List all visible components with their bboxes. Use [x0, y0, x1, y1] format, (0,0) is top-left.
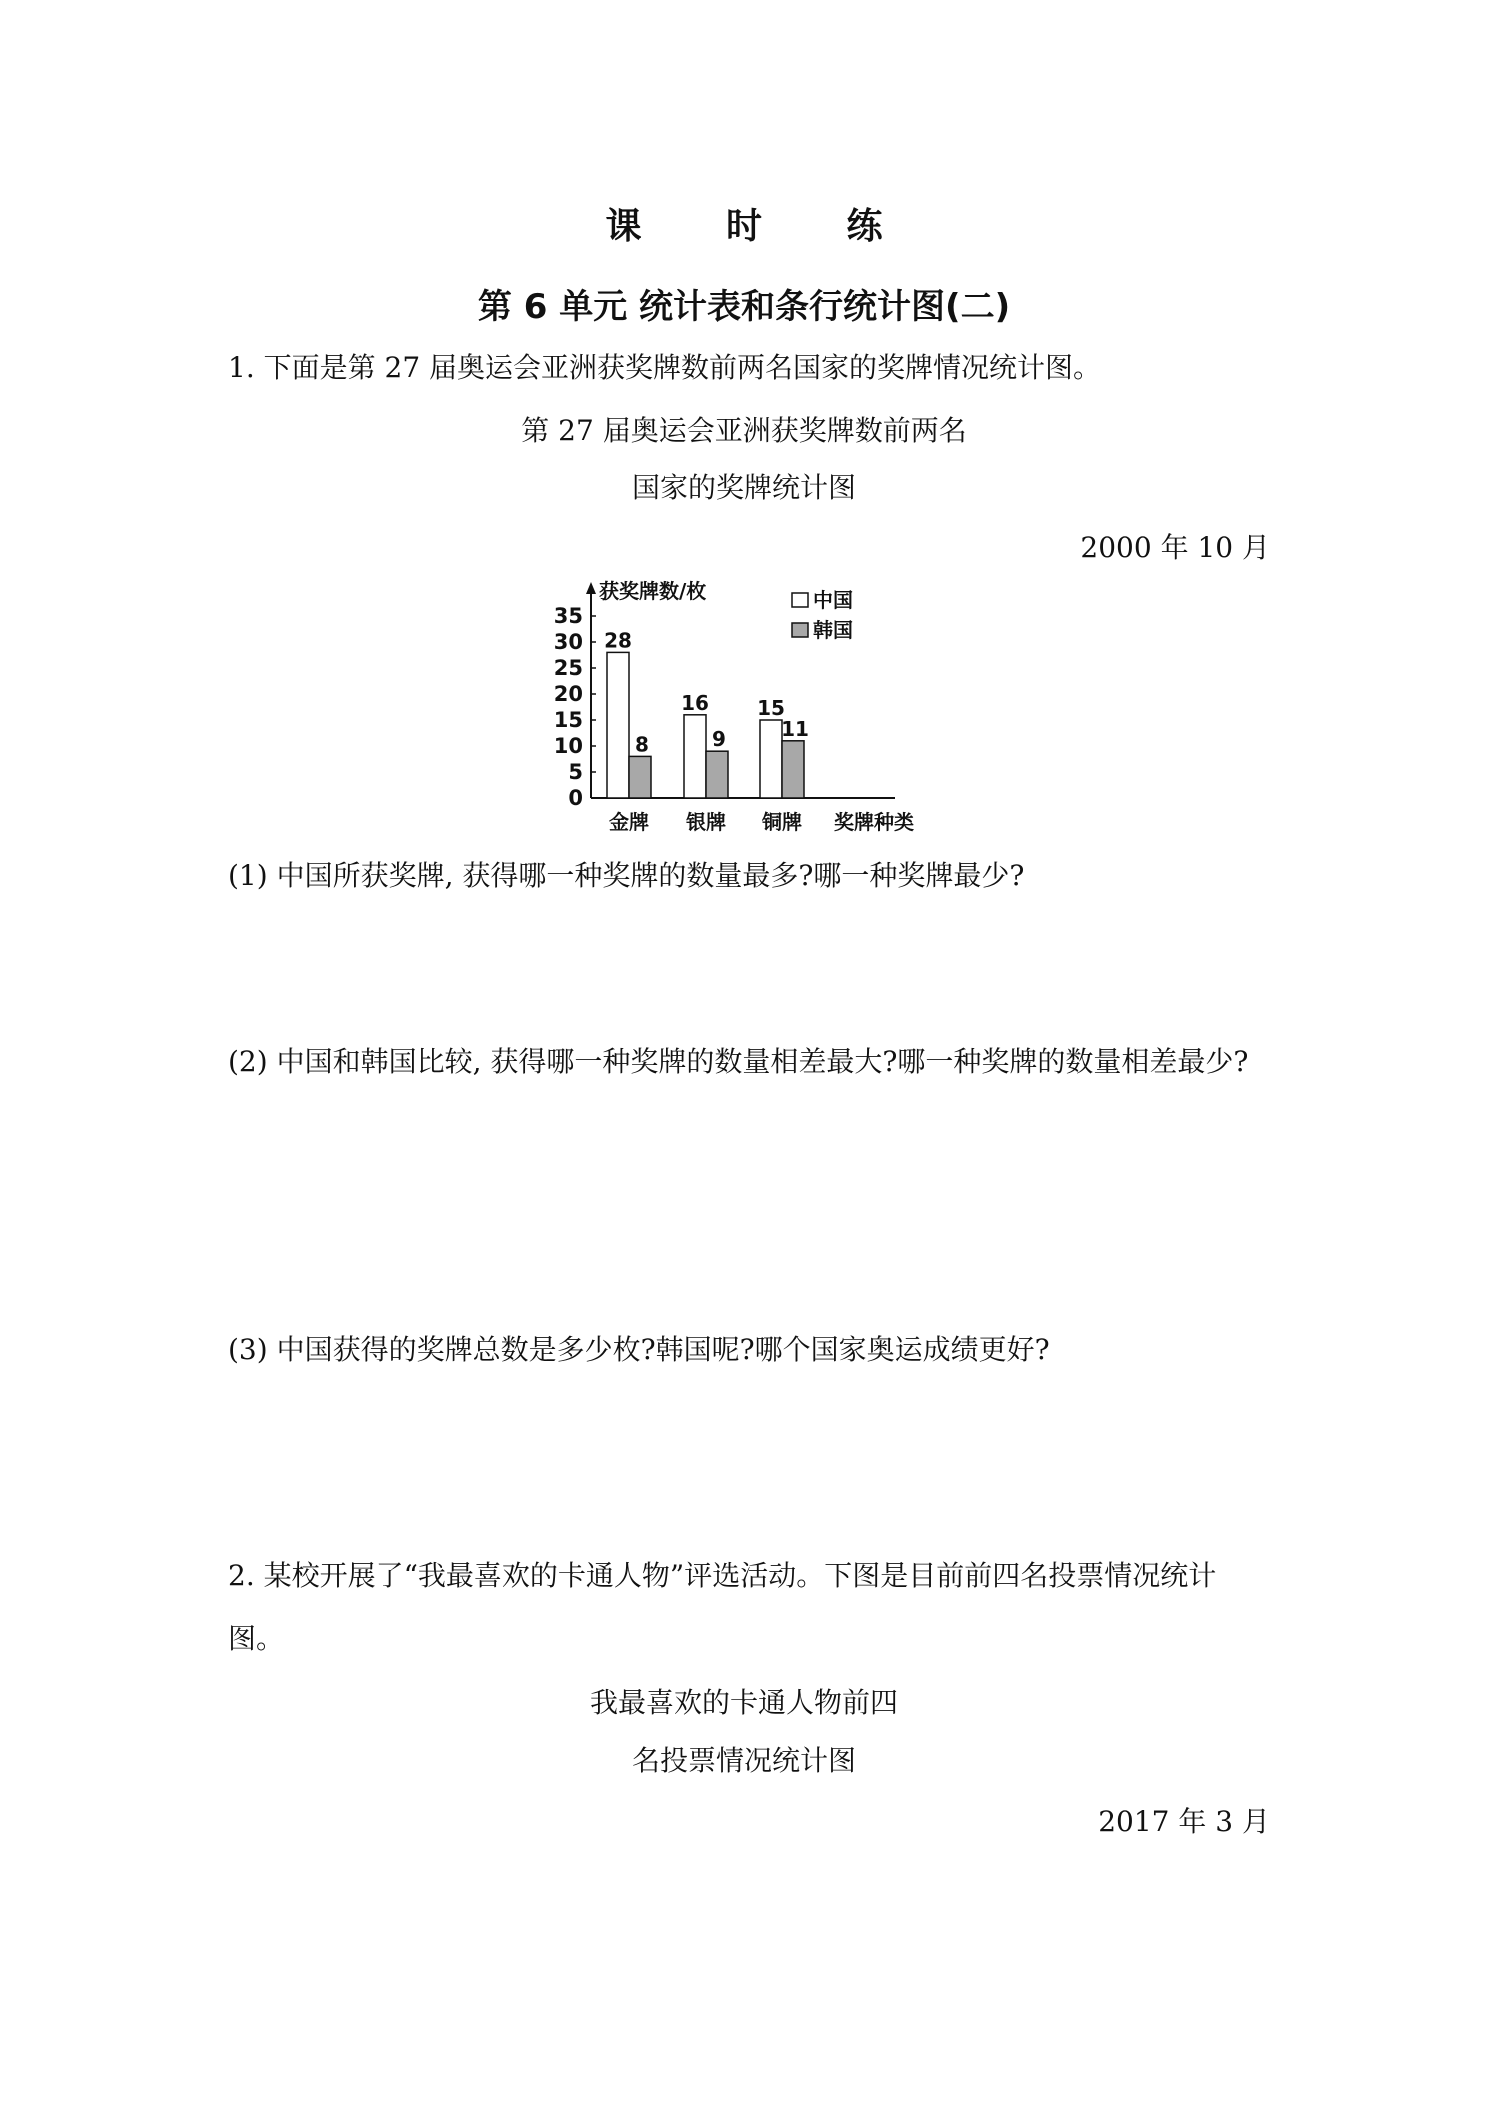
q1-chart-title-line1: 第 27 届奥运会亚洲获奖牌数前两名 [521, 414, 967, 447]
legend-swatch-korea [792, 623, 808, 637]
q2-chart-title-line2: 名投票情况统计图 [631, 1744, 856, 1777]
y-tick-label: 5 [568, 760, 583, 784]
q2-date: 2017 年 3 月 [1098, 1805, 1270, 1838]
q1-intro: 1. 下面是第 27 届奥运会亚洲获奖牌数前两名国家的奖牌情况统计图。 [228, 351, 1102, 384]
x-axis-label: 奖牌种类 [834, 810, 914, 834]
q1-date: 2000 年 10 月 [1080, 531, 1270, 564]
legend-swatch-china [792, 593, 808, 607]
y-tick-label: 0 [568, 786, 583, 810]
bar-value-label: 15 [757, 696, 785, 720]
y-tick-label: 25 [553, 656, 583, 680]
bar-china [684, 715, 706, 798]
q1-question-3: (3) 中国获得的奖牌总数是多少枚?韩国呢?哪个国家奥运成绩更好? [228, 1333, 1050, 1366]
bar-value-label: 8 [635, 732, 649, 757]
x-category-label: 金牌 [609, 810, 649, 834]
legend [792, 588, 853, 642]
q1-question-2: (2) 中国和韩国比较, 获得哪一种奖牌的数量相差最大?哪一种奖牌的数量相差最少? [228, 1045, 1249, 1078]
unit-subtitle: 第 6 单元 统计表和条行统计图(二) [477, 287, 1011, 327]
bar-value-label: 16 [681, 690, 709, 715]
bar-korea [629, 756, 651, 798]
page-title: 课 时 练 [605, 206, 919, 247]
medal-bar-chart [540, 570, 960, 840]
x-category-label: 银牌 [686, 810, 726, 834]
x-category-label: 铜牌 [762, 810, 802, 834]
y-tick-label: 35 [553, 604, 583, 628]
bar-china [607, 652, 629, 798]
y-tick-label: 20 [553, 682, 583, 706]
bar-value-label: 28 [604, 628, 632, 653]
q1-chart-title-line2: 国家的奖牌统计图 [631, 471, 856, 504]
y-tick-label: 30 [553, 630, 583, 654]
bar-korea [706, 751, 728, 798]
y-axis-label: 获奖牌数/枚 [599, 579, 707, 603]
bar-korea [782, 741, 804, 798]
y-tick-label: 15 [553, 708, 583, 732]
y-axis-arrow [586, 582, 596, 594]
legend-label-china: 中国 [813, 588, 853, 612]
bar-value-label: 11 [781, 716, 809, 741]
q1-question-1: (1) 中国所获奖牌, 获得哪一种奖牌的数量最多?哪一种奖牌最少? [228, 859, 1025, 892]
q2-chart-title-line1: 我最喜欢的卡通人物前四 [589, 1686, 898, 1719]
legend-label-korea: 韩国 [813, 618, 853, 642]
bar-value-label: 9 [712, 727, 726, 752]
y-tick-label: 10 [553, 734, 583, 758]
bar-china [760, 720, 782, 798]
q2-intro: 2. 某校开展了“我最喜欢的卡通人物”评选活动。下图是目前前四名投票情况统计图。 [228, 1559, 1217, 1655]
